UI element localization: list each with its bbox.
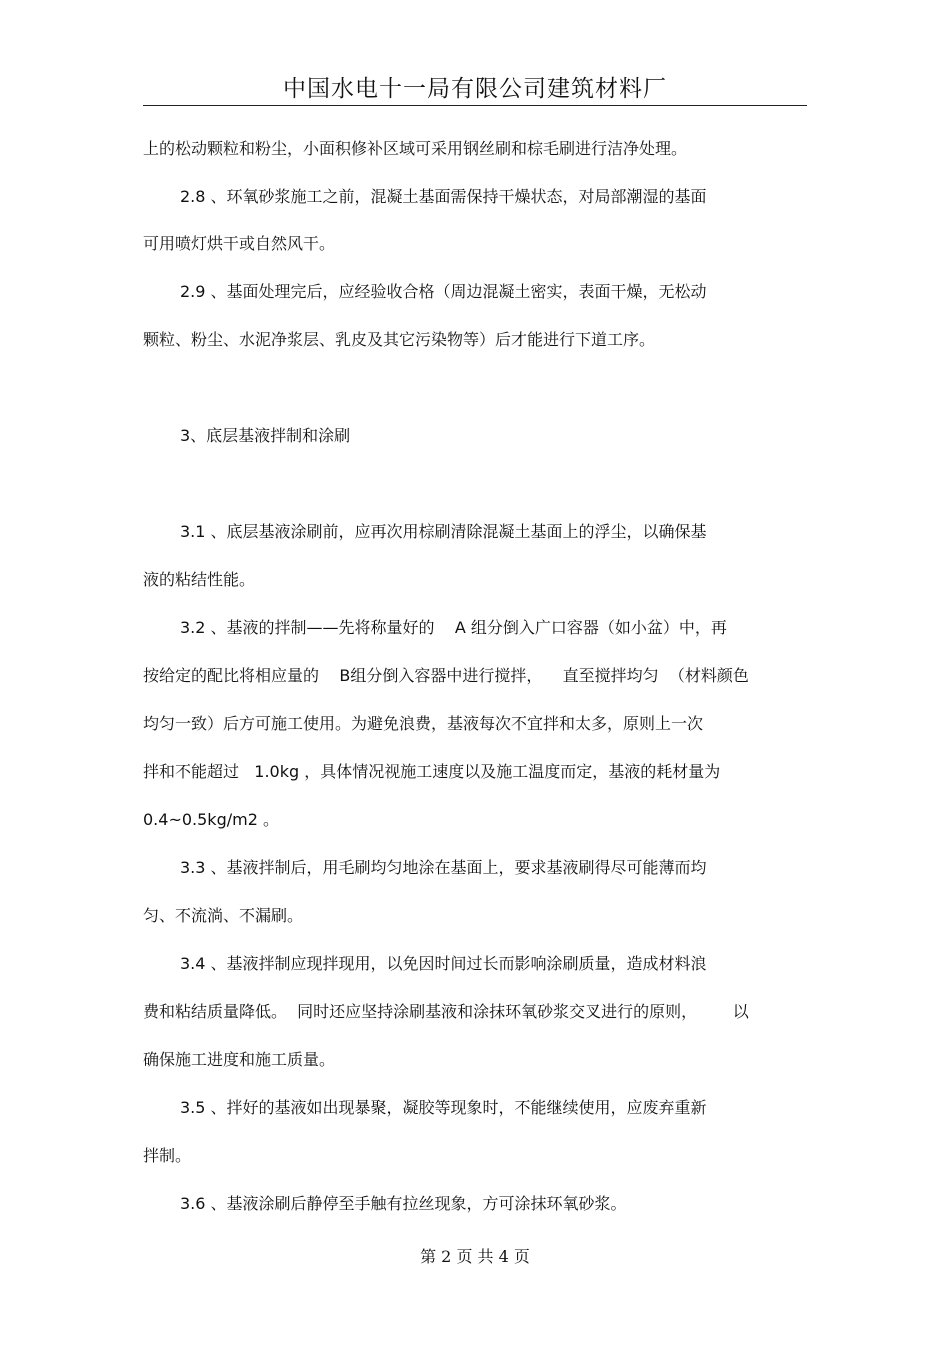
body-line: 3.1 、底层基液涂刷前，应再次用棕刷清除混凝土基面上的浮尘，以确保基 — [180, 522, 707, 541]
body-line: 确保施工进度和施工质量。 — [143, 1050, 336, 1069]
body-line: 匀、不流淌、不漏刷。 — [143, 906, 304, 925]
body-line: 拌制。 — [143, 1146, 192, 1165]
body-line: 3.3 、基液拌制后，用毛刷均匀地涂在基面上，要求基液刷得尽可能薄而均 — [180, 858, 707, 877]
page-number: 第 2 页 共 4 页 — [420, 1247, 530, 1266]
body-line: 0.4~0.5kg/m2 。 — [143, 810, 279, 829]
document-title: 中国水电十一局有限公司建筑材料厂 — [283, 76, 667, 102]
body-line: 3.5 、拌好的基液如出现暴聚，凝胶等现象时，不能继续使用，应废弃重新 — [180, 1098, 707, 1117]
body-line: 2.8 、环氧砂浆施工之前，混凝土基面需保持干燥状态，对局部潮湿的基面 — [180, 187, 707, 206]
body-line: 按给定的配比将相应量的 B组分倒入容器中进行搅拌， 直至搅拌均匀 （材料颜色 — [143, 666, 749, 685]
body-line: 3.6 、基液涂刷后静停至手触有拉丝现象，方可涂抹环氧砂浆。 — [180, 1194, 627, 1213]
header-divider — [143, 105, 807, 106]
body-line: 均匀一致）后方可施工使用。为避免浪费，基液每次不宜拌和太多，原则上一次 — [143, 714, 704, 733]
body-line: 颗粒、粉尘、水泥净浆层、乳皮及其它污染物等）后才能进行下道工序。 — [143, 330, 656, 349]
body-line: 3.2 、基液的拌制——先将称量好的 A 组分倒入广口容器（如小盆）中，再 — [180, 618, 727, 637]
body-line: 费和粘结质量降低。 同时还应坚持涂刷基液和涂抹环氧砂浆交叉进行的原则， 以 — [143, 1002, 749, 1021]
body-line: 2.9 、基面处理完后，应经验收合格（周边混凝土密实，表面干燥，无松动 — [180, 282, 707, 301]
section-heading: 3、底层基液拌制和涂刷 — [180, 426, 351, 445]
body-line: 拌和不能超过 1.0kg ，具体情况视施工速度以及施工温度而定，基液的耗材量为 — [143, 762, 721, 781]
body-line: 液的粘结性能。 — [143, 570, 256, 589]
body-line: 上的松动颗粒和粉尘，小面积修补区域可采用钢丝刷和棕毛刷进行洁净处理。 — [143, 139, 688, 158]
body-line: 3.4 、基液拌制应现拌现用，以免因时间过长而影响涂刷质量，造成材料浪 — [180, 954, 707, 973]
body-line: 可用喷灯烘干或自然风干。 — [143, 234, 336, 253]
